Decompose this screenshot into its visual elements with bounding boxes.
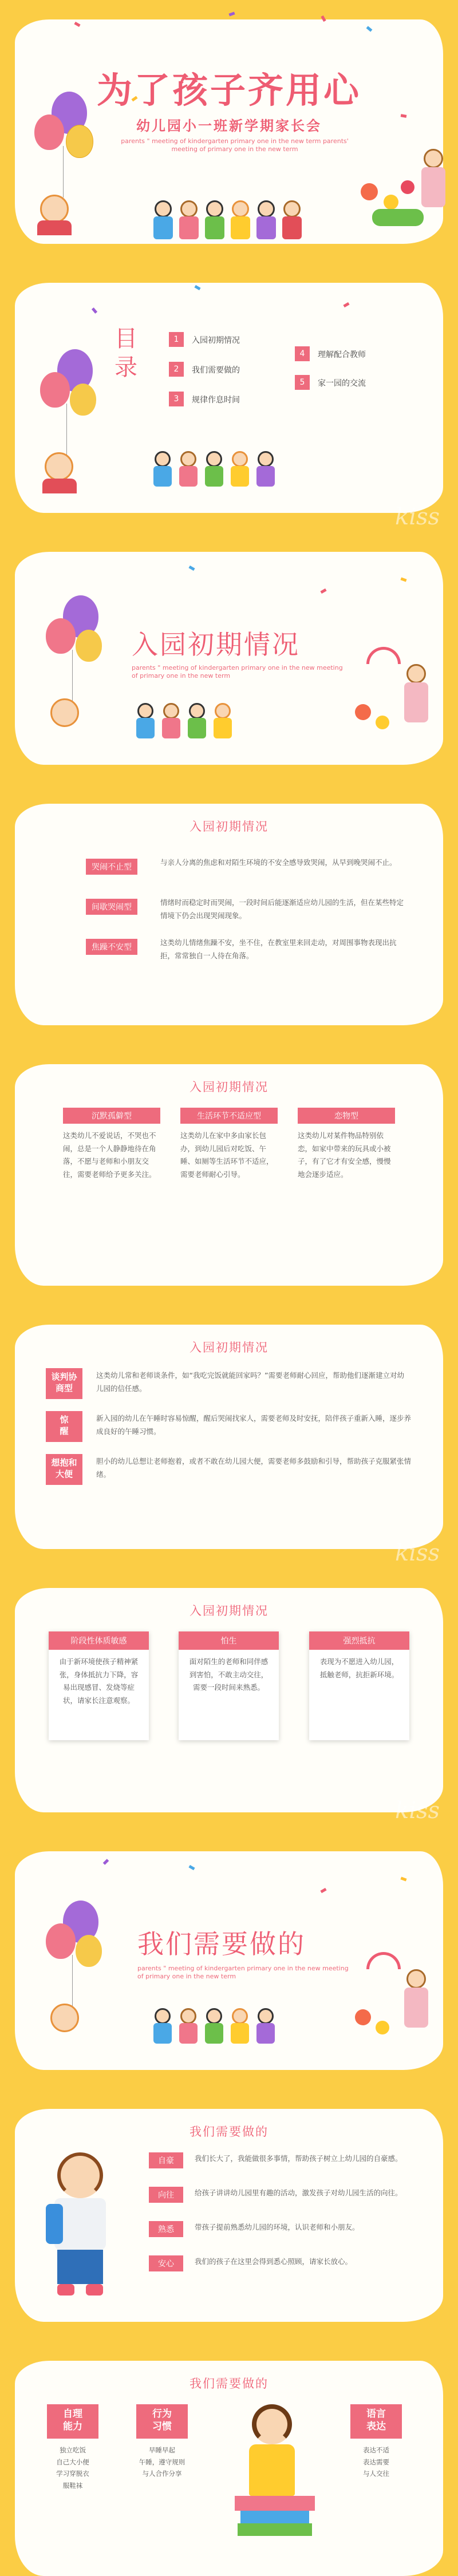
todo-tag: 熟悉	[149, 2221, 183, 2237]
type-tag	[46, 1411, 82, 1442]
type-tag: 沉默孤僻型	[63, 1108, 160, 1124]
box-tag: 强烈抵抗	[309, 1631, 409, 1650]
type-tag: 哭闹不止型	[86, 859, 137, 875]
type-description: 这类幼儿在家中多由家长包办，到幼儿园后对吃饭、午睡、如厕等生活环节不适应，需要老师耐心引导。	[180, 1131, 274, 1179]
boy-illustration	[40, 2152, 126, 2313]
type-tag-line-2: 醒	[60, 1425, 69, 1436]
box-tag: 阶段性体质敏感	[49, 1631, 149, 1650]
toc-children-illustration	[155, 447, 315, 492]
slide-situation-2	[0, 1045, 458, 1305]
type-tag	[46, 1368, 82, 1399]
slide-todo-2	[0, 2341, 458, 2576]
type-description: 与亲人分离的焦虑和对陌生环境的不安全感导致哭闹，从早到晚哭闹不止。	[160, 858, 397, 867]
section2-title: 我们需要做的	[137, 1929, 306, 1959]
type-description: 这类幼儿对某件物品特别依恋，如家中带来的玩具或小被子，有了它才有安全感，慢慢地会逐步适应。	[298, 1131, 391, 1179]
type-tag-line-2: 大便	[55, 1468, 73, 1479]
toc-balloon-illustration	[17, 349, 103, 498]
section2-english: parents " meeting of kindergarten primary one in the new meeting of primary one in the new term	[137, 1965, 349, 1981]
todo-tag	[47, 2404, 98, 2439]
type-description: 胆小的幼儿总想让老师抱着，或者不敢在幼儿园大便，需要老师多鼓励和引导，帮助孩子克服紧张情绪。	[96, 1457, 412, 1479]
todo-tag-line-2: 表达	[366, 2421, 386, 2433]
todo-description: 独立吃饭 自己大小便 学习穿脱衣 服鞋袜	[56, 2446, 89, 2490]
type-description: 新入园的幼儿在午睡时容易惊醒，醒后哭闹找家人，需要老师及时安抚，陪伴孩子重新入睡，逐步养成良好的午睡习惯。	[96, 1414, 412, 1436]
girl-flowers-illustration	[355, 137, 447, 240]
situation-box-2	[179, 1631, 279, 1740]
todo-tag: 自豪	[149, 2152, 183, 2168]
todo-tag: 向往	[149, 2187, 183, 2203]
slide-situation-3: kiss 入园初期情况 谈判协 商型 这类幼儿常和老师谈条件，如“我吃完饭就能回家吗？”需要老师耐心回应，帮助他们逐渐建立对幼儿园的信任感。 惊 醒 新入园的幼儿在午睡时容易惊醒，醒后哭闹找家人，需要老师及时安抚，陪伴孩子重新入睡，逐步养成良好的午睡习惯。 想抱和 大便 胆小的幼儿总想让老师抱着，或者不敢在幼儿园大便，需要老师多鼓励和引导，帮助孩子克服紧张情绪。	[0, 1305, 458, 1568]
situation-box-3	[309, 1631, 409, 1740]
type-tag: 生活环节不适应型	[180, 1108, 278, 1124]
toc-num: 5	[295, 375, 310, 390]
cover-slide	[0, 0, 458, 263]
toc-label: 入园初期情况	[192, 336, 240, 345]
type-description: 这类幼儿情绪焦躁不安，坐不住，在教室里来回走动，对周围事物表现出抗拒，常常独自一人待在角落。	[160, 938, 397, 960]
toc-label: 规律作息时间	[192, 396, 240, 405]
type-tag: 焦躁不安型	[86, 939, 137, 955]
toc-num: 3	[169, 392, 184, 406]
toc-label: 理解配合教师	[318, 350, 366, 359]
cover-english: parents " meeting of kindergarten primary one in the new term parents' meeting of primary one in the new term	[121, 137, 349, 153]
todo-description: 给孩子讲讲幼儿园里有趣的活动，激发孩子对幼儿园生活的向往。	[195, 2188, 402, 2197]
toc-title-2: 录	[114, 354, 137, 381]
slide-header: 我们需要做的	[189, 2125, 269, 2139]
section1-girl-illustration	[355, 641, 435, 750]
todo-tag-line-2: 能力	[63, 2421, 82, 2433]
section2-balloon-illustration	[23, 1901, 109, 2049]
section1-title: 入园初期情况	[132, 629, 300, 660]
box-tag: 怕生	[179, 1631, 279, 1650]
box-description: 表现为不愿进入幼儿园，抵触老师，抗拒新环境。	[319, 1657, 399, 1679]
slide-header: 入园初期情况	[189, 1080, 269, 1094]
box-description: 面对陌生的老师和同伴感到害怕，不敢主动交往，需要一段时间来熟悉。	[189, 1657, 269, 1692]
section1-slide	[0, 532, 458, 784]
slide-situation-4: kiss 入园初期情况 阶段性体质敏感 由于新环境使孩子精神紧张，身体抵抗力下降，容易出现感冒、发烧等症状，请家长注意观察。 怕生 面对陌生的老师和同伴感到害怕，不敢主动交往，需要一段时间来熟悉。 强烈抵抗 表现为不愿进入幼儿园，抵触老师，抗拒新环境。	[0, 1568, 458, 1832]
slide-situation-1	[0, 784, 458, 1045]
type-tag-line-1: 谈判协	[51, 1372, 77, 1382]
slide-header: 入园初期情况	[189, 820, 269, 833]
toc-label: 家一园的交流	[318, 379, 366, 388]
type-tag-line-2: 商型	[55, 1382, 73, 1393]
todo-tag	[350, 2404, 402, 2439]
todo-tag-line-1: 自理	[63, 2408, 82, 2420]
todo-tag	[136, 2404, 188, 2439]
type-tag-line-1: 想抱和	[51, 1457, 77, 1468]
toc-slide: kiss 目 录 1 入园初期情况 2 我们需要做的 3 规律作息时间 4 理解配合教师 5 家一园的交流	[0, 263, 458, 532]
todo-tag: 安心	[149, 2255, 183, 2271]
todo-description: 我们的孩子在这里会得到悉心照顾，请家长放心。	[195, 2257, 353, 2266]
toc-label: 我们需要做的	[192, 366, 240, 375]
situation-box-1	[49, 1631, 149, 1740]
toc-num: 1	[169, 332, 184, 347]
type-description: 这类幼儿常和老师谈条件，如“我吃完饭就能回家吗？”需要老师耐心回应，帮助他们逐渐建立对幼儿园的信任感。	[96, 1371, 404, 1393]
type-tag	[46, 1454, 82, 1485]
cover-subtitle: 幼儿园小一班新学期家长会	[136, 118, 322, 134]
todo-tag-line-1: 语言	[366, 2408, 386, 2420]
cover-title: 为了孩子齐用心	[96, 69, 361, 111]
type-tag: 间歇哭闹型	[86, 899, 137, 915]
section2-children-illustration	[155, 2004, 292, 2049]
type-tag: 恋物型	[298, 1108, 395, 1124]
todo-description: 早睡早起 午睡，遵守规则 与人合作分享	[139, 2446, 185, 2478]
todo-tag-line-2: 习惯	[152, 2421, 172, 2433]
toc-title-1: 目	[114, 326, 137, 352]
slide-todo-1	[0, 2089, 458, 2341]
toc-num: 4	[295, 346, 310, 361]
section2-slide	[0, 1832, 458, 2089]
type-description: 情绪时而稳定时而哭闹，一段时间后能逐渐适应幼儿园的生活，但在某些特定情境下仍会出现哭闹现象。	[160, 898, 404, 920]
box-description: 由于新环境使孩子精神紧张，身体抵抗力下降，容易出现感冒、发烧等症状，请家长注意观察。	[59, 1657, 139, 1705]
type-description: 这类幼儿不爱说话，不哭也不闹，总是一个人静静地待在角落，不愿与老师和小朋友交往，需要老师给予更多关注。	[63, 1131, 156, 1179]
children-row-illustration	[155, 195, 315, 246]
section1-children-illustration	[137, 698, 269, 744]
toc-num: 2	[169, 362, 184, 377]
section2-girl-illustration	[355, 1946, 435, 2055]
slide-header: 我们需要做的	[189, 2377, 269, 2391]
todo-description: 带孩子提前熟悉幼儿园的环境，认识老师和小朋友。	[195, 2223, 360, 2231]
slide-header: 入园初期情况	[189, 1604, 269, 1618]
todo-tag-line-1: 行为	[152, 2408, 172, 2420]
section1-balloon-illustration	[23, 595, 109, 744]
girl-books-illustration	[223, 2404, 326, 2542]
todo-description: 我们长大了，我能做很多事情，帮助孩子树立上幼儿园的自豪感。	[195, 2154, 402, 2163]
type-tag-line-1: 惊	[60, 1415, 69, 1425]
slide-header: 入园初期情况	[189, 1341, 269, 1354]
todo-description: 表达不适 表达需要 与人交往	[363, 2446, 389, 2478]
section1-english: parents " meeting of kindergarten primary one in the new meeting of primary one in the new term	[132, 664, 343, 680]
balloon-girl-illustration	[17, 92, 103, 235]
